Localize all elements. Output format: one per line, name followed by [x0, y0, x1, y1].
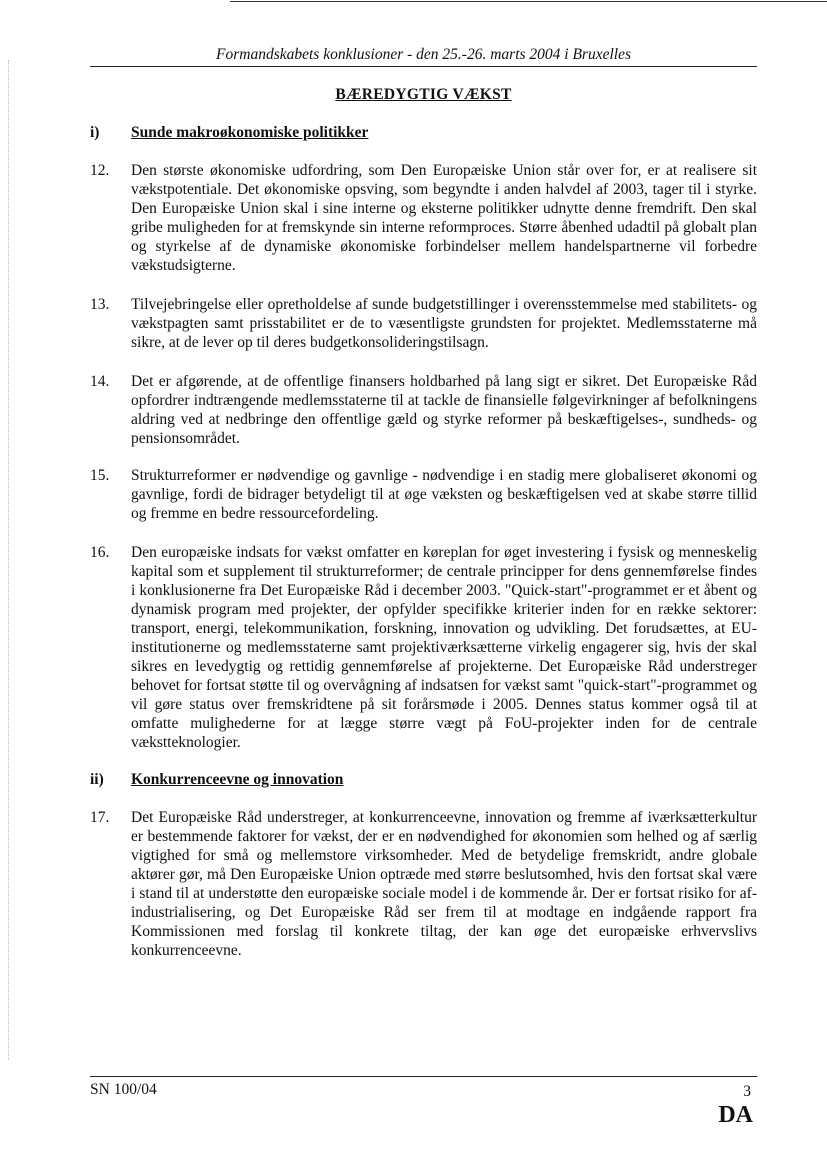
paragraph-15: [90, 466, 757, 523]
section-number: ii): [90, 771, 104, 788]
paragraph-17: [90, 808, 757, 960]
paragraph-number: 12.: [90, 162, 110, 179]
paragraph-text: Det Europæiske Råd understreger, at konkurrenceevne, innovation og fremme af iværksætterkultur er bestemmende faktorer for vækst, der er en nødvendighed for økonomien som helhed og af særlig vigtighed for små og mellemstore virksomheder. Med de betydelige fremskridt, andre globale aktører gør, må Den Europæiske Union optræde med større beslutsomhed, hvis den fortsat skal være i stand til at understøtte den europæiske sociale model i de kommende år. Der er fortsat risiko for af-industrialisering, og Det Europæiske Råd ser frem til at modtage en indgående rapport fra Kommissionen med forslag til konkrete tiltag, der kan øge det europæiske erhvervslivs konkurrenceevne.: [131, 809, 757, 959]
paragraph-text: Tilvejebringelse eller opretholdelse af sunde budgetstillinger i overensstemmelse med stabilitets- og vækstpagten samt prisstabilitet er de to væsentligste grundsten for projektet. Medlemsstaterne må sikre, at de lever op til deres budgetkonsolideringstilsagn.: [131, 296, 757, 351]
paragraph-16: [90, 543, 757, 752]
section-title: Sunde makroøkonomiske politikker: [131, 124, 369, 141]
paragraph-text: Den europæiske indsats for vækst omfatter en køreplan for øget investering i fysisk og menneskelig kapital som et supplement til strukturreformer; de centrale principper for dens gennemførelse findes i konklusionerne fra Det Europæiske Råd i december 2003. "Quick-start"-programmet er et åbent og dynamisk program med projekter, der opfylder specifikke kriterier inden for en række sektorer: transport, energi, telekommunikation, forskning, innovation og udvikling. Det forudsættes, at EU-institutionerne og medlemsstaterne samt projektiværksætterne virkelig engagerer sig, hvis der skal sikres en levedygtig og rettidig gennemførelse af projekterne. Det Europæiske Råd understreger behovet for fortsat støtte til og overvågning af indsatsen for vækst samt "quick-start"-programmet og vil gøre status over fremskridtene på sit forårsmøde i 2005. Dennes status kommer også til at omfatte mulighederne for at lægge større vægt på FoU-projekter inden for de centrale vækstteknologier.: [131, 544, 757, 751]
paragraph-number: 17.: [90, 809, 110, 826]
page-title: BÆREDYGTIG VÆKST: [335, 86, 512, 103]
footer-divider: [90, 1076, 757, 1077]
section-number: i): [90, 124, 100, 141]
paragraph-13: [90, 295, 757, 352]
document-code: SN 100/04: [90, 1081, 157, 1098]
header-divider: [90, 66, 757, 67]
scan-margin-mark: [8, 60, 9, 1060]
paragraph-14: [90, 372, 757, 448]
paragraph-12: [90, 161, 757, 275]
paragraph-text: Den største økonomiske udfordring, som Den Europæiske Union står over for, er at realisere sit vækstpotentiale. Det økonomiske opsving, som begyndte i anden halvdel af 2003, tager til i styrke. Den Europæiske Union skal i sine interne og eksterne politikker udnytte denne fremdrift. Den skal gribe muligheden for at fremskynde sin interne reformproces. Større åbenhed udadtil på globalt plan og styrkelse af de dynamiske økonomiske forbindelser mellem handelspartnerne vil forbedre vækstudsigterne.: [131, 162, 757, 274]
paragraph-text: Strukturreformer er nødvendige og gavnlige - nødvendige i en stadig mere globaliseret økonomi og gavnlige, fordi de bidrager betydeligt til at øge væksten og beskæftigelsen ved at skabe større tillid og fremme en bedre ressourcefordeling.: [131, 467, 757, 522]
section-title: Konkurrenceevne og innovation: [131, 771, 344, 788]
paragraph-number: 13.: [90, 296, 110, 313]
scan-edge-line: [230, 1, 827, 2]
paragraph-number: 14.: [90, 373, 110, 390]
page-number: 3: [743, 1083, 751, 1100]
paragraph-number: 15.: [90, 467, 110, 484]
paragraph-text: Det er afgørende, at de offentlige finansers holdbarhed på lang sigt er sikret. Det Europæiske Råd opfordrer indtrængende medlemsstaterne til at tackle de finansielle følgevirkninger af befolkningens aldring ved at nedbringe den offentlige gæld og styrke reformer på beskæftigelses-, sundheds- og pensionsområdet.: [131, 373, 757, 447]
language-code: DA: [718, 1102, 753, 1128]
running-header: Formandskabets konklusioner - den 25.-26. marts 2004 i Bruxelles: [216, 46, 631, 63]
paragraph-number: 16.: [90, 544, 110, 561]
